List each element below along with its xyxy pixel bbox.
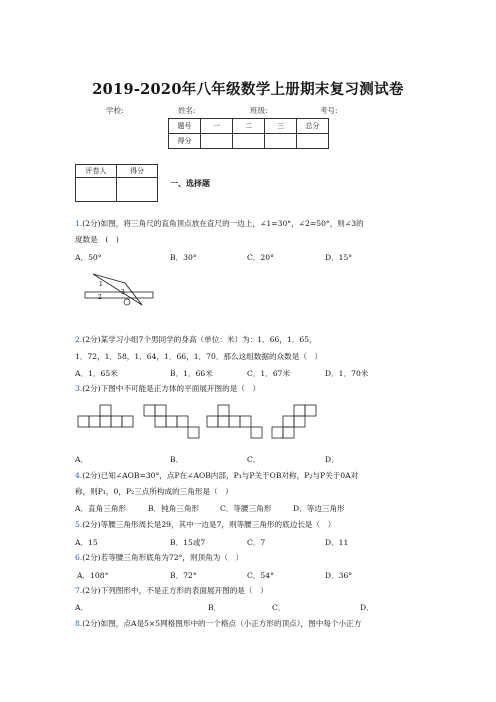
grader-cell[interactable] [117,178,158,202]
q1-option-b[interactable]: B．30° [170,253,197,262]
net-figure-b [144,403,206,443]
score-header-cell: 一 [201,119,233,134]
q6-option-b[interactable]: B．72° [170,571,197,580]
score-cell[interactable] [297,134,329,149]
q3-option-c[interactable]: C． [247,455,261,464]
net-figure-d [272,403,334,443]
grader-cell[interactable] [76,178,117,202]
question-text: (2分)某学习小组7个男同学的身高（单位：米）为：1．66，1．65， [82,335,317,344]
score-cell[interactable] [201,134,233,149]
question-4-line-1 [75,471,358,481]
q6-option-d[interactable]: D．36° [325,571,353,580]
score-header-cell: 二 [233,119,265,134]
q6-option-c[interactable]: C．54° [247,571,274,580]
q3-option-b[interactable]: B． [170,455,184,464]
question-number: 4. [75,471,83,480]
q7-option-b[interactable]: B． [208,603,222,612]
q4-option-a[interactable]: A．直角三角形 [75,504,127,513]
q3-option-d[interactable]: D． [325,455,339,464]
score-cell[interactable] [265,134,297,149]
question-text: (2分)若等腰三角形底角为72°，则顶角为（ ） [82,553,244,562]
score-row-label: 得分 [169,134,201,149]
question-5-line-1 [75,520,335,530]
score-header-cell: 三 [265,119,297,134]
question-number: 1. [75,219,83,228]
q3-option-a[interactable]: A． [75,455,89,464]
question-number: 8. [75,619,83,628]
grader-header: 得分 [117,165,158,178]
q1-option-c[interactable]: C．20° [247,253,274,262]
q1-option-d[interactable]: D．15° [325,253,353,262]
q2-option-a[interactable]: A．1．65米 [75,369,118,378]
score-cell[interactable] [233,134,265,149]
question-3-line-1 [75,384,260,394]
question-number: 2. [75,335,83,344]
id-label: 考号: [320,106,338,115]
q4-option-c[interactable]: C．等腰三角形 [220,504,272,513]
question-text: (2分)如图，将三角尺的直角顶点放在直尺的一边上，∠1=30°，∠2=50°，则∠3的 [82,219,364,228]
question-text: (2分)等腰三角形周长是29，其中一边是7，则等腰三角形的底边长是（ ） [82,520,336,529]
q5-option-c[interactable]: C．7 [247,538,266,547]
question-text: (2分)下列图形中，不是正方形的表面展开图的是（ ） [82,586,268,595]
question-text: (2分)如图，点A是5×5网格图形中的一个格点（小正方形的顶点），图中每个小正方 [82,619,362,628]
name-label: 姓名: [178,106,196,115]
q7-option-c[interactable]: C． [272,603,286,612]
question-2-line-1 [75,335,317,345]
q1-option-a[interactable]: A．50° [75,253,102,262]
q4-option-d[interactable]: D．等边三角形 [293,504,345,513]
page-title: 2019-2020年八年级数学上册期末复习测试卷 [92,81,404,98]
net-figure-c [207,403,269,443]
q7-option-a[interactable]: A． [75,603,89,612]
question-7-line-1 [75,586,268,596]
q2-option-c[interactable]: C．1．67米 [247,369,291,378]
question-4-line-2: 称，则P₁，0，P₂三点所构成的三角形是（ ） [75,487,233,496]
question-6-line-1 [75,553,243,563]
q5-option-b[interactable]: B．15或7 [170,538,206,547]
q6-option-a[interactable]: A．108° [77,571,109,580]
question-text: (2分)下图中不可能是正方体的平面展开图的是（ ） [82,384,261,393]
section-title: 一、选择题 [170,178,210,188]
score-header-cell: 总分 [297,119,329,134]
question-1-line-2: 度数是 ( ) [75,235,119,244]
school-label: 学校: [106,106,124,115]
question-text: (2分)已知∠AOB=30°，点P在∠AOB内部，P₁与P关于OB对称，P₂与P关于0A对 [82,471,359,480]
q5-option-a[interactable]: A．15 [75,538,98,547]
score-table [168,118,329,149]
q5-option-d[interactable]: D．11 [325,538,349,547]
figure-label-1: 1 [99,281,103,288]
question-1-line-1 [75,219,364,229]
ruler-triangle-figure [85,268,165,308]
q2-option-b[interactable]: B．1．66米 [170,369,213,378]
net-figure-a [78,403,140,443]
question-number: 3. [75,384,83,393]
grader-table [75,164,158,202]
question-number: 7. [75,586,83,595]
q7-option-d[interactable]: D． [360,603,374,612]
figure-label-2: 2 [98,294,102,301]
q2-option-d[interactable]: D．1．70米 [325,369,369,378]
figure-label-3: 3 [121,289,125,296]
q4-option-b[interactable]: B．钝角三角形 [148,504,200,513]
question-2-line-2: 1．72，1．58，1．64，1．66，1．70．那么这组数据的众数是（ ） [75,352,323,361]
score-header-cell: 题号 [169,119,201,134]
question-number: 6. [75,553,83,562]
grader-header: 评卷人 [76,165,117,178]
question-number: 5. [75,520,83,529]
question-8-line-1 [75,619,361,629]
class-label: 班级: [250,106,268,115]
